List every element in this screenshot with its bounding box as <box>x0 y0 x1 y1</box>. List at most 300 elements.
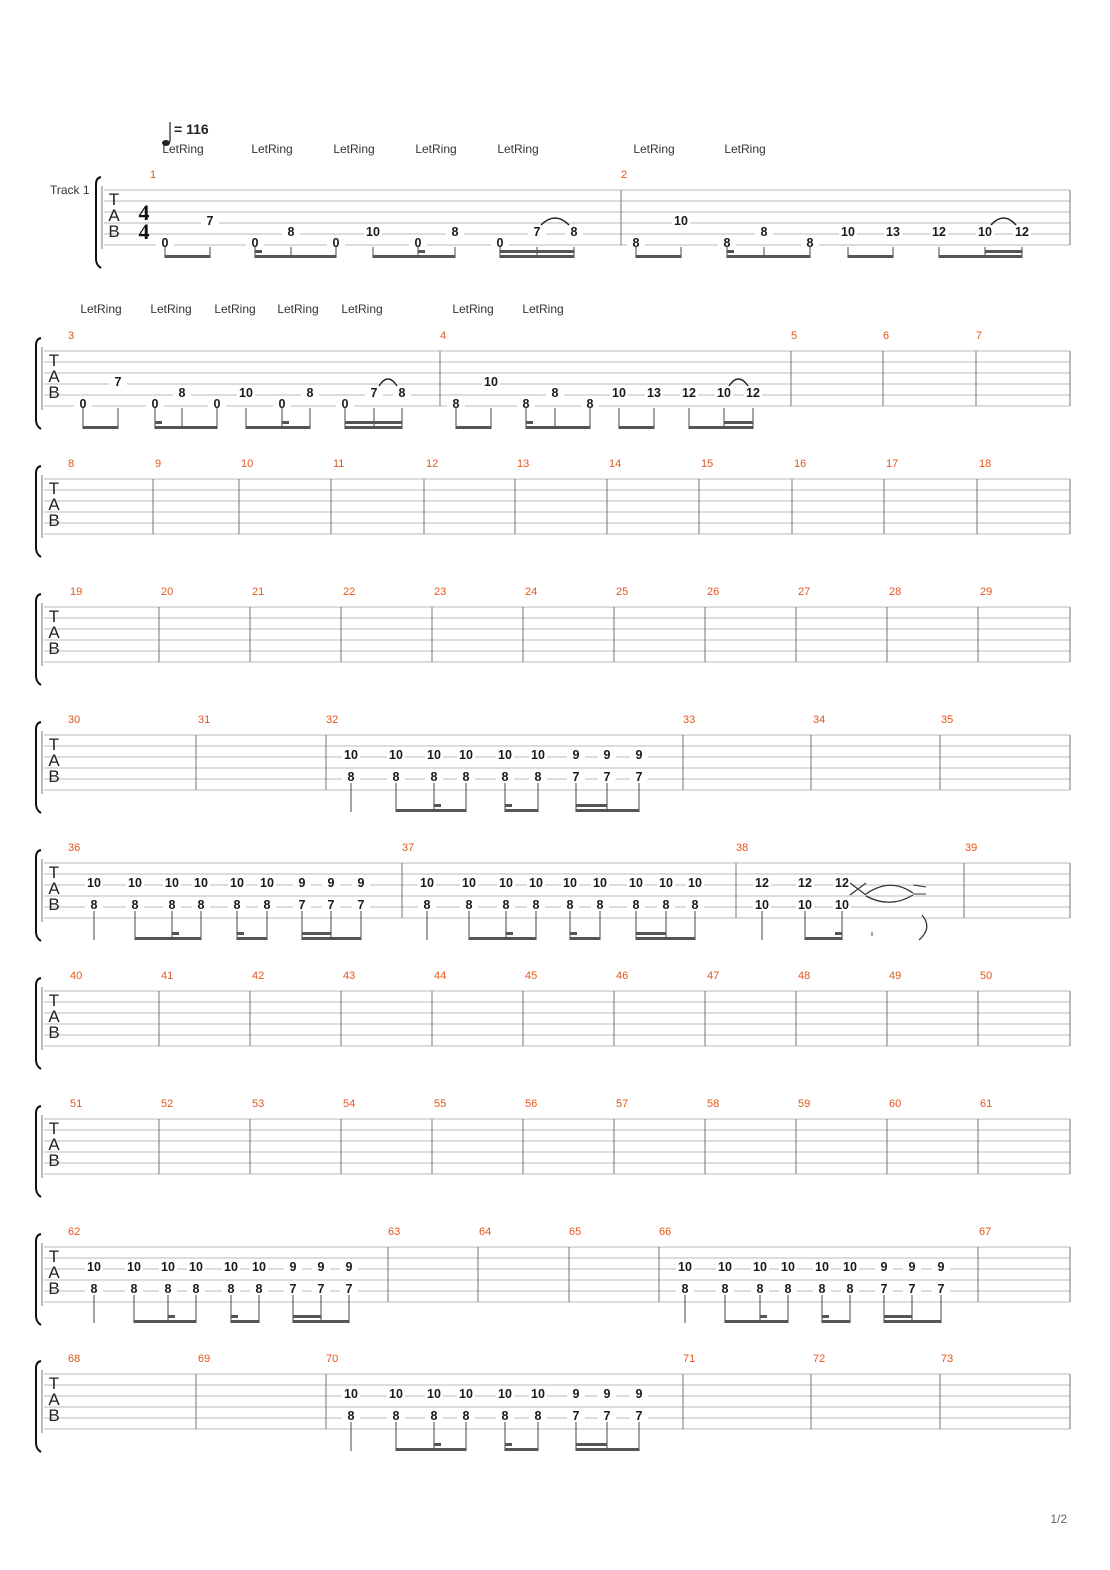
beam <box>293 1320 349 1323</box>
tie-arc <box>541 218 569 225</box>
fret-number: 9 <box>289 1260 297 1274</box>
fret-number: 12 <box>682 386 696 400</box>
fret-number: 0 <box>213 397 221 411</box>
beam <box>985 250 1022 253</box>
fret-number: 10 <box>427 748 441 762</box>
bar-number: 70 <box>326 1353 339 1365</box>
fret-number: 9 <box>345 1260 353 1274</box>
beam <box>576 809 639 812</box>
bar-number: 5 <box>791 330 798 342</box>
fret-number: 10 <box>781 1260 795 1274</box>
fret-number: 9 <box>357 876 365 890</box>
fret-number: 8 <box>130 1282 138 1296</box>
fret-number: 7 <box>327 898 335 912</box>
beam <box>576 1448 639 1451</box>
fret-number: 8 <box>502 898 510 912</box>
let-ring-label: LetRing <box>214 302 256 316</box>
tab-letter-a: A <box>48 751 60 770</box>
beam-partial <box>172 932 179 935</box>
bar-number: 23 <box>434 586 447 598</box>
fret-number: 10 <box>194 876 208 890</box>
fret-number: 10 <box>563 876 577 890</box>
beam <box>246 426 310 429</box>
fret-number: 10 <box>239 386 253 400</box>
bar-number: 52 <box>161 1098 174 1110</box>
beam-partial <box>727 250 734 253</box>
let-ring-label: LetRing <box>80 302 122 316</box>
fret-number: 9 <box>572 1387 580 1401</box>
beam <box>165 255 210 258</box>
fret-number: 10 <box>499 876 513 890</box>
bar-number: 43 <box>343 970 356 982</box>
beam <box>619 426 654 429</box>
bar-number: 55 <box>434 1098 447 1110</box>
beam <box>939 255 1022 258</box>
beam <box>396 1448 466 1451</box>
fret-number: 10 <box>835 898 849 912</box>
fret-number: 8 <box>662 898 670 912</box>
beam <box>83 426 118 429</box>
bar-number: 62 <box>68 1226 81 1238</box>
bar-number: 60 <box>889 1098 902 1110</box>
beam <box>848 255 893 258</box>
bar-number: 21 <box>252 586 265 598</box>
beam <box>134 1320 196 1323</box>
fret-number: 8 <box>227 1282 235 1296</box>
bar-number: 37 <box>402 842 415 854</box>
fret-number: 8 <box>462 1409 470 1423</box>
fret-number: 9 <box>635 1387 643 1401</box>
fret-number: 10 <box>161 1260 175 1274</box>
fret-number: 8 <box>392 1409 400 1423</box>
fret-number: 8 <box>392 770 400 784</box>
fret-number: 10 <box>165 876 179 890</box>
bar-number: 29 <box>980 586 993 598</box>
tab-letter-b: B <box>48 767 60 786</box>
bar-number: 17 <box>886 458 899 470</box>
fret-number: 8 <box>632 898 640 912</box>
beam <box>155 426 217 429</box>
tab-letter-t: T <box>48 607 60 626</box>
bar-number: 56 <box>525 1098 538 1110</box>
bar-number: 72 <box>813 1353 826 1365</box>
fret-number: 8 <box>501 1409 509 1423</box>
fret-number: 7 <box>114 375 122 389</box>
fret-number: 8 <box>287 225 295 239</box>
fret-number: 8 <box>192 1282 200 1296</box>
bar-number: 45 <box>525 970 538 982</box>
bar-number: 50 <box>980 970 993 982</box>
fret-number: 10 <box>459 748 473 762</box>
beam <box>302 937 361 940</box>
tempo-marking: = 116 <box>174 121 209 137</box>
fret-number: 8 <box>430 770 438 784</box>
beam <box>345 421 402 424</box>
bar-number: 4 <box>440 330 447 342</box>
fret-number: 7 <box>908 1282 916 1296</box>
bar-number: 49 <box>889 970 902 982</box>
fret-number: 8 <box>430 1409 438 1423</box>
fret-number: 0 <box>341 397 349 411</box>
fret-number: 10 <box>389 748 403 762</box>
fret-number: 12 <box>798 876 812 890</box>
fret-number: 7 <box>289 1282 297 1296</box>
bar-number: 44 <box>434 970 447 982</box>
tab-letter-a: A <box>48 1390 60 1409</box>
fret-number: 10 <box>531 1387 545 1401</box>
tab-letter-a: A <box>48 623 60 642</box>
tab-letter-a: A <box>48 1135 60 1154</box>
tie-arc <box>991 218 1016 225</box>
fret-number: 10 <box>344 1387 358 1401</box>
fret-number: 10 <box>87 876 101 890</box>
let-ring-label: LetRing <box>452 302 494 316</box>
beam <box>500 250 574 253</box>
fret-number: 10 <box>224 1260 238 1274</box>
fret-number: 8 <box>534 1409 542 1423</box>
page-number: 1/2 <box>1050 1512 1067 1526</box>
beam-partial <box>231 1315 238 1318</box>
tab-letter-b: B <box>108 222 120 241</box>
beam-partial <box>835 932 842 935</box>
fret-number: 0 <box>332 236 340 250</box>
fret-number: 8 <box>306 386 314 400</box>
bar-number: 33 <box>683 714 696 726</box>
slide-ornament <box>866 885 913 902</box>
fret-number: 10 <box>459 1387 473 1401</box>
bar-number: 36 <box>68 842 81 854</box>
tie-arc <box>379 379 397 386</box>
beam-partial <box>434 804 441 807</box>
fret-number: 8 <box>347 1409 355 1423</box>
beam-partial <box>237 932 244 935</box>
bar-number: 46 <box>616 970 629 982</box>
bar-number: 10 <box>241 458 254 470</box>
fret-number: 9 <box>937 1260 945 1274</box>
tab-letter-b: B <box>48 1023 60 1042</box>
beam <box>884 1320 941 1323</box>
bar-number: 65 <box>569 1226 582 1238</box>
time-sig-bottom: 4 <box>138 219 150 244</box>
tab-letter-t: T <box>48 351 60 370</box>
staff-bracket <box>36 722 41 813</box>
fret-number: 12 <box>755 876 769 890</box>
fret-number: 8 <box>806 236 814 250</box>
fret-number: 8 <box>452 397 460 411</box>
fret-number: 7 <box>345 1282 353 1296</box>
fret-number: 8 <box>451 225 459 239</box>
fret-number: 8 <box>721 1282 729 1296</box>
track-label: Track 1 <box>50 183 90 197</box>
fret-number: 8 <box>691 898 699 912</box>
bar-number: 13 <box>517 458 530 470</box>
beam-partial <box>760 1315 767 1318</box>
fret-number: 8 <box>532 898 540 912</box>
fret-number: 8 <box>596 898 604 912</box>
fret-number: 8 <box>398 386 406 400</box>
bar-number: 39 <box>965 842 978 854</box>
beam-partial <box>505 804 512 807</box>
beam <box>469 937 536 940</box>
fret-number: 10 <box>798 898 812 912</box>
bar-number: 15 <box>701 458 714 470</box>
beam-partial <box>526 421 533 424</box>
fret-number: 8 <box>760 225 768 239</box>
staff-bracket <box>36 850 41 941</box>
fret-number: 10 <box>843 1260 857 1274</box>
fret-number: 10 <box>531 748 545 762</box>
fret-number: 8 <box>131 898 139 912</box>
tab-letter-t: T <box>48 1374 60 1393</box>
tab-letter-a: A <box>48 1007 60 1026</box>
beam <box>135 937 201 940</box>
fret-number: 10 <box>498 748 512 762</box>
fret-number: 9 <box>327 876 335 890</box>
fret-number: 8 <box>501 770 509 784</box>
fret-number: 10 <box>529 876 543 890</box>
fret-number: 8 <box>347 770 355 784</box>
tab-letter-a: A <box>108 206 120 225</box>
fret-number: 8 <box>465 898 473 912</box>
fret-number: 10 <box>841 225 855 239</box>
beam-partial <box>155 421 162 424</box>
fret-number: 7 <box>603 770 611 784</box>
bar-number: 2 <box>621 169 628 181</box>
beam <box>293 1315 321 1318</box>
tab-letter-a: A <box>48 879 60 898</box>
bar-number: 71 <box>683 1353 696 1365</box>
beam-partial <box>434 1443 441 1446</box>
fret-number: 8 <box>846 1282 854 1296</box>
fret-number: 9 <box>317 1260 325 1274</box>
fret-number: 10 <box>629 876 643 890</box>
let-ring-label: LetRing <box>277 302 319 316</box>
let-ring-label: LetRing <box>162 142 204 156</box>
fret-number: 0 <box>161 236 169 250</box>
fret-number: 8 <box>723 236 731 250</box>
fret-number: 10 <box>87 1260 101 1274</box>
beam <box>456 426 491 429</box>
let-ring-label: LetRing <box>333 142 375 156</box>
fret-number: 10 <box>755 898 769 912</box>
fret-number: 8 <box>90 1282 98 1296</box>
beam <box>570 937 600 940</box>
fret-number: 10 <box>128 876 142 890</box>
bar-number: 6 <box>883 330 890 342</box>
fret-number: 7 <box>603 1409 611 1423</box>
fret-number: 7 <box>572 1409 580 1423</box>
tab-letter-t: T <box>48 735 60 754</box>
fret-number: 8 <box>90 898 98 912</box>
fret-number: 0 <box>151 397 159 411</box>
fret-number: 10 <box>427 1387 441 1401</box>
let-ring-label: LetRing <box>150 302 192 316</box>
let-ring-label: LetRing <box>724 142 766 156</box>
fret-number: 12 <box>746 386 760 400</box>
beam <box>373 255 455 258</box>
beam <box>805 937 842 940</box>
staff-bracket <box>36 1361 41 1452</box>
fret-number: 10 <box>484 375 498 389</box>
staff-bracket <box>36 1234 41 1325</box>
fret-number: 9 <box>298 876 306 890</box>
fret-number: 8 <box>534 770 542 784</box>
fret-number: 7 <box>880 1282 888 1296</box>
fret-number: 10 <box>344 748 358 762</box>
fret-number: 9 <box>572 748 580 762</box>
let-ring-label: LetRing <box>341 302 383 316</box>
beam <box>725 1320 788 1323</box>
fret-number: 8 <box>263 898 271 912</box>
tab-letter-b: B <box>48 383 60 402</box>
beam <box>526 426 590 429</box>
fret-number: 0 <box>278 397 286 411</box>
fret-number: 13 <box>886 225 900 239</box>
fret-number: 8 <box>522 397 530 411</box>
bar-number: 28 <box>889 586 902 598</box>
bar-number: 32 <box>326 714 339 726</box>
fret-number: 9 <box>635 748 643 762</box>
bar-number: 41 <box>161 970 174 982</box>
bar-number: 38 <box>736 842 749 854</box>
fret-number: 10 <box>815 1260 829 1274</box>
fret-number: 10 <box>717 386 731 400</box>
fret-number: 10 <box>127 1260 141 1274</box>
fret-number: 7 <box>572 770 580 784</box>
beam <box>636 937 695 940</box>
tab-letter-t: T <box>48 863 60 882</box>
fret-number: 10 <box>718 1260 732 1274</box>
fret-number: 10 <box>753 1260 767 1274</box>
tab-letter-b: B <box>48 1151 60 1170</box>
beam <box>505 1448 538 1451</box>
fret-number: 10 <box>189 1260 203 1274</box>
tab-letter-b: B <box>48 1279 60 1298</box>
tab-letter-t: T <box>48 1119 60 1138</box>
bar-number: 22 <box>343 586 356 598</box>
fret-number: 10 <box>674 214 688 228</box>
fret-number: 8 <box>566 898 574 912</box>
tab-letter-b: B <box>48 511 60 530</box>
bar-number: 68 <box>68 1353 81 1365</box>
bar-number: 54 <box>343 1098 356 1110</box>
bar-number: 30 <box>68 714 81 726</box>
beam <box>689 426 753 429</box>
fret-number: 10 <box>593 876 607 890</box>
fret-number: 8 <box>178 386 186 400</box>
fret-number: 9 <box>880 1260 888 1274</box>
tab-letter-t: T <box>108 190 120 209</box>
bar-number: 58 <box>707 1098 720 1110</box>
let-ring-label: LetRing <box>633 142 675 156</box>
tab-letter-a: A <box>48 1263 60 1282</box>
bar-number: 20 <box>161 586 174 598</box>
beam <box>636 932 666 935</box>
fret-number: 10 <box>462 876 476 890</box>
fret-number: 7 <box>533 225 541 239</box>
fret-number: 8 <box>632 236 640 250</box>
bar-number: 57 <box>616 1098 629 1110</box>
beam <box>255 255 336 258</box>
tab-letter-t: T <box>48 1247 60 1266</box>
bar-number: 8 <box>68 458 75 470</box>
beam <box>302 932 331 935</box>
fret-number: 8 <box>233 898 241 912</box>
fret-number: 7 <box>317 1282 325 1296</box>
beam <box>884 1315 912 1318</box>
staff-bracket <box>36 338 41 429</box>
bar-number: 1 <box>150 169 157 181</box>
beam <box>822 1320 850 1323</box>
fret-number: 9 <box>603 1387 611 1401</box>
let-ring-label: LetRing <box>522 302 564 316</box>
fret-number: 8 <box>818 1282 826 1296</box>
fret-number: 8 <box>570 225 578 239</box>
bar-number: 40 <box>70 970 83 982</box>
tab-letter-b: B <box>48 639 60 658</box>
fret-number: 7 <box>937 1282 945 1296</box>
tab-letter-b: B <box>48 895 60 914</box>
tie-arc <box>729 379 748 386</box>
bar-number: 19 <box>70 586 83 598</box>
staff-bracket <box>36 1106 41 1197</box>
bar-number: 24 <box>525 586 538 598</box>
bar-number: 26 <box>707 586 720 598</box>
beam <box>345 426 402 429</box>
staff-bracket <box>36 466 41 557</box>
bar-number: 18 <box>979 458 992 470</box>
fret-number: 10 <box>252 1260 266 1274</box>
let-ring-label: LetRing <box>415 142 457 156</box>
beam <box>727 255 810 258</box>
fret-number: 10 <box>678 1260 692 1274</box>
beam-partial <box>168 1315 175 1318</box>
staff-bracket <box>96 177 101 268</box>
fret-number: 10 <box>260 876 274 890</box>
fret-number: 8 <box>756 1282 764 1296</box>
bar-number: 67 <box>979 1226 992 1238</box>
beam <box>237 937 267 940</box>
bar-number: 73 <box>941 1353 954 1365</box>
fret-number: 8 <box>168 898 176 912</box>
fret-number: 8 <box>197 898 205 912</box>
beam <box>505 809 538 812</box>
fret-number: 10 <box>420 876 434 890</box>
tab-letter-b: B <box>48 1406 60 1425</box>
staff-bracket <box>36 594 41 685</box>
beam-partial <box>506 932 513 935</box>
beam <box>576 804 607 807</box>
fret-number: 7 <box>635 1409 643 1423</box>
beam-partial <box>570 932 577 935</box>
bar-number: 48 <box>798 970 811 982</box>
time-sig-top: 4 <box>138 200 150 225</box>
bar-number: 31 <box>198 714 211 726</box>
fret-number: 10 <box>659 876 673 890</box>
staff-bracket <box>36 978 41 1069</box>
beam <box>500 255 574 258</box>
fret-number: 0 <box>79 397 87 411</box>
fret-number: 7 <box>635 770 643 784</box>
fret-number: 0 <box>496 236 504 250</box>
beam-partial <box>282 421 289 424</box>
fret-number: 8 <box>423 898 431 912</box>
bar-number: 11 <box>333 458 345 470</box>
bar-number: 51 <box>70 1098 83 1110</box>
tab-letter-a: A <box>48 495 60 514</box>
bar-number: 16 <box>794 458 807 470</box>
beam <box>576 1443 607 1446</box>
